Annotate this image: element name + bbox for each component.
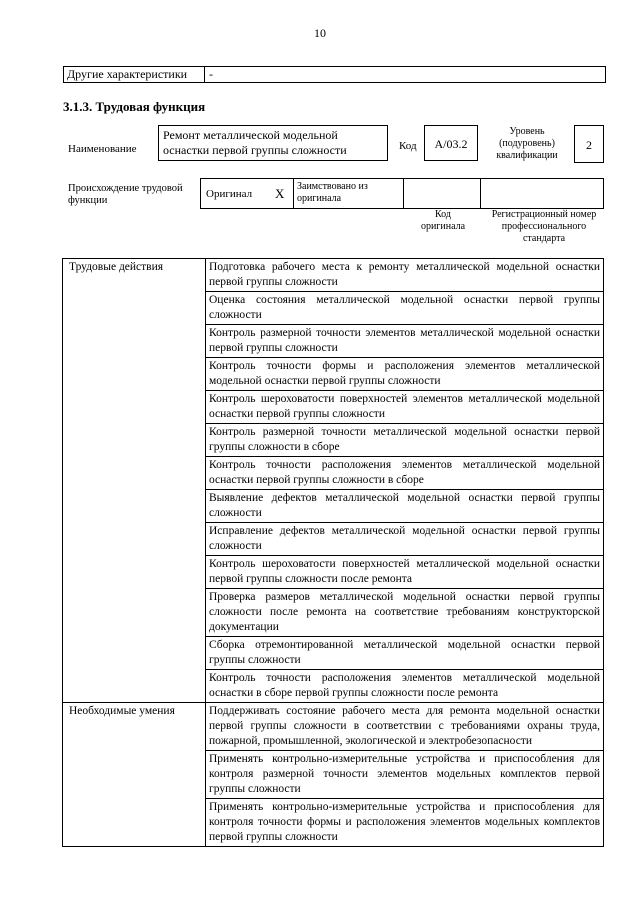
code-label: Код [399, 140, 417, 152]
name-value-line2: оснастки первой группы сложности [163, 143, 347, 157]
labor-action-row-text: Контроль размерной точности металлической модельной оснастки первой группы сложности в сборе [206, 424, 604, 457]
labor-action-row-category: Трудовые действия [63, 259, 206, 703]
divider [204, 67, 205, 82]
divider [293, 179, 294, 208]
original-mark: X [275, 186, 285, 201]
other-characteristics-row [63, 66, 606, 83]
divider [403, 179, 404, 208]
skill-row-text: Применять контрольно-измерительные устройства и приспособления для контроля точности формы и расположения элементов модельных комплектов первой группы сложности [206, 799, 604, 847]
borrowed-line1: Заимствовано из [297, 181, 368, 192]
table-body [63, 259, 604, 847]
skill-row-category: Необходимые умения [63, 703, 206, 847]
level-label-line2: (подуровень) [499, 138, 555, 149]
labor-action-row-text: Проверка размеров металлической модельной оснастки первой группы сложности после ремонта на соответствие требованиям конструкторской документации [206, 589, 604, 637]
section-title: 3.1.3. Трудовая функция [63, 99, 206, 114]
labor-action-row-text: Подготовка рабочего места к ремонту металлической модельной оснастки первой группы сложности [206, 259, 604, 292]
level-value: 2 [574, 125, 604, 163]
origin-table [200, 178, 604, 209]
other-characteristics-label: Другие характеристики [67, 67, 188, 81]
registration-number-label [482, 209, 606, 245]
labor-action-row-text: Контроль шероховатости поверхностей элементов металлической модельной оснастки первой группы сложности [206, 391, 604, 424]
labor-action-row-text: Исправление дефектов металлической модельной оснастки первой группы сложности [206, 523, 604, 556]
name-value-box [158, 125, 388, 161]
level-label-line3: квалификации [496, 150, 558, 161]
origin-label-line1: Происхождение трудовой [68, 183, 183, 194]
page-number: 10 [314, 26, 326, 40]
labor-action-row-text: Контроль точности формы и расположения элементов металлической модельной оснастки первой группы сложности [206, 358, 604, 391]
labor-action-row-text: Выявление дефектов металлической модельной оснастки первой группы сложности [206, 490, 604, 523]
labor-action-row-text: Контроль точности расположения элементов металлической модельной оснастки в сборе первой группы сложности после ремонта [206, 670, 604, 703]
labor-action-row-text: Оценка состояния металлической модельной оснастки первой группы сложности [206, 292, 604, 325]
level-label [484, 126, 570, 162]
borrowed-label [297, 181, 368, 205]
origin-label [68, 183, 183, 207]
labor-function-table [62, 258, 604, 847]
labor-action-row-text: Контроль размерной точности элементов металлической модельной оснастки первой группы сложности [206, 325, 604, 358]
labor-action-row-text: Контроль точности расположения элементов металлической модельной оснастки первой группы сложности в сборе [206, 457, 604, 490]
labor-action-row [63, 259, 604, 292]
borrowed-line2: оригинала [297, 193, 342, 204]
reg-line2: профессионального [501, 221, 587, 232]
divider [480, 179, 481, 208]
labor-action-row-text: Контроль шероховатости поверхностей металлической модельной оснастки первой группы сложности после ремонта [206, 556, 604, 589]
origin-label-line2: функции [68, 195, 108, 206]
skill-row [63, 703, 604, 751]
labor-action-row-text: Сборка отремонтированной металлической модельной оснастки первой группы сложности [206, 637, 604, 670]
name-value-line1: Ремонт металлической модельной [163, 128, 338, 142]
level-label-line1: Уровень [509, 126, 545, 137]
code-original-label [412, 209, 474, 233]
original-label: Оригинал [206, 188, 253, 200]
code-value: А/03.2 [424, 125, 478, 161]
skill-row-text: Применять контрольно-измерительные устройства и приспособления для контроля размерной точности элементов модельных комплектов первой группы сложности [206, 751, 604, 799]
other-characteristics-value: - [209, 67, 213, 81]
reg-line1: Регистрационный номер [491, 209, 597, 220]
code-original-line1: Код [435, 209, 451, 220]
reg-line3: стандарта [522, 233, 566, 244]
name-label: Наименование [68, 143, 137, 155]
code-original-line2: оригинала [420, 221, 466, 232]
skill-row-text: Поддерживать состояние рабочего места для ремонта модельной оснастки первой группы сложности в соответствии с требованиями охраны труда, пожарной, промышленной, экологической и электробезопасности [206, 703, 604, 751]
